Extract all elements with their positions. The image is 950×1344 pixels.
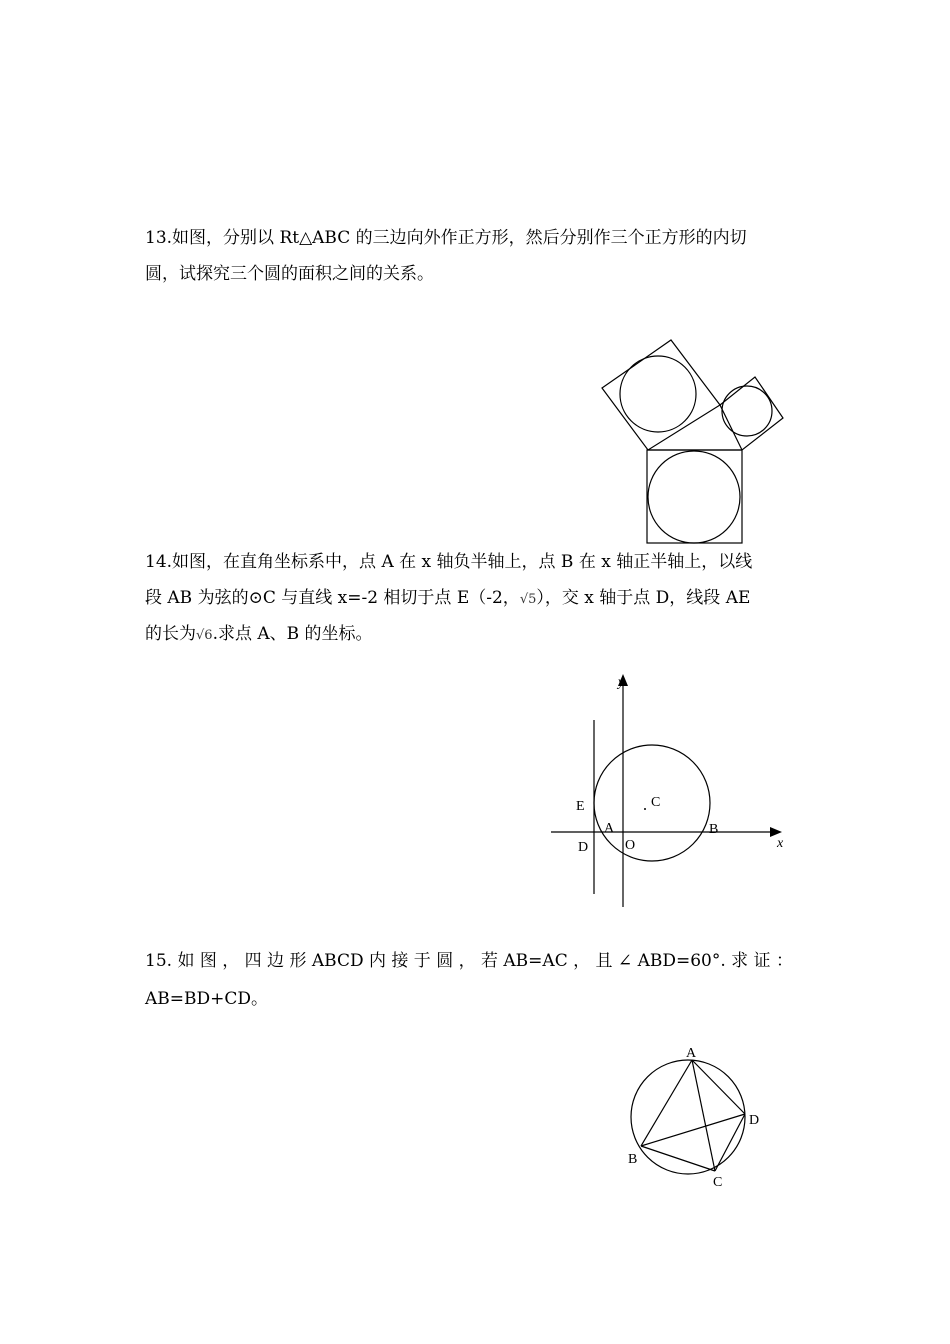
label-y: y — [618, 675, 625, 690]
q14-line-3 — [145, 624, 373, 646]
q15-figure — [620, 1040, 770, 1195]
label-b: B — [709, 822, 719, 837]
label-o: O — [625, 838, 636, 853]
segment-ac — [692, 1060, 715, 1171]
sqrt5-symbol: √5 — [519, 592, 537, 607]
label-d: D — [749, 1113, 760, 1128]
label-d: D — [578, 840, 589, 855]
segment-bc — [641, 1146, 715, 1171]
segment-cd — [715, 1114, 745, 1171]
q15-line-2: AB=BD+CD。 — [145, 989, 269, 1009]
q15-line-1: 15. 如 图 ， 四 边 形 ABCD 内 接 于 圆 ， 若 AB=AC ， 且 ∠ ABD=60°. 求 证 ： — [145, 951, 793, 971]
incircle-right — [722, 386, 772, 436]
q14-line-2-a: 段 AB 为弦的⊙C 与直线 x=-2 相切于点 E（-2， — [145, 588, 520, 608]
label-e: E — [576, 799, 585, 814]
label-x: x — [777, 836, 784, 851]
q13-line-2: 圆，试探究三个圆的面积之间的关系。 — [145, 264, 434, 284]
center-point-c — [644, 808, 646, 810]
q14-line-1: 14.如图，在直角坐标系中，点 A 在 x 轴负半轴上，点 B 在 x 轴正半轴上，以线 — [145, 552, 753, 572]
incircle-bottom — [648, 451, 740, 543]
q13-line-1: 13.如图，分别以 Rt△ABC 的三边向外作正方形，然后分别作三个正方形的内切 — [145, 228, 747, 248]
incircle-left — [620, 356, 696, 432]
label-c: C — [651, 795, 661, 810]
square-on-leg-right — [720, 377, 783, 450]
q14-line-3-a: 的长为 — [145, 624, 196, 644]
q13-figure — [595, 335, 795, 550]
label-b: B — [628, 1152, 638, 1167]
label-a: A — [686, 1046, 697, 1061]
label-a: A — [604, 821, 615, 836]
circumcircle — [631, 1060, 745, 1174]
label-c: C — [713, 1175, 723, 1190]
sqrt6-symbol: √6 — [196, 628, 213, 643]
q14-line-2-b: ），交 x 轴于点 D，线段 AE — [536, 588, 751, 608]
q14-line-2 — [145, 588, 750, 610]
q14-figure — [545, 670, 795, 915]
q14-line-3-b: .求点 A、B 的坐标。 — [212, 624, 373, 644]
